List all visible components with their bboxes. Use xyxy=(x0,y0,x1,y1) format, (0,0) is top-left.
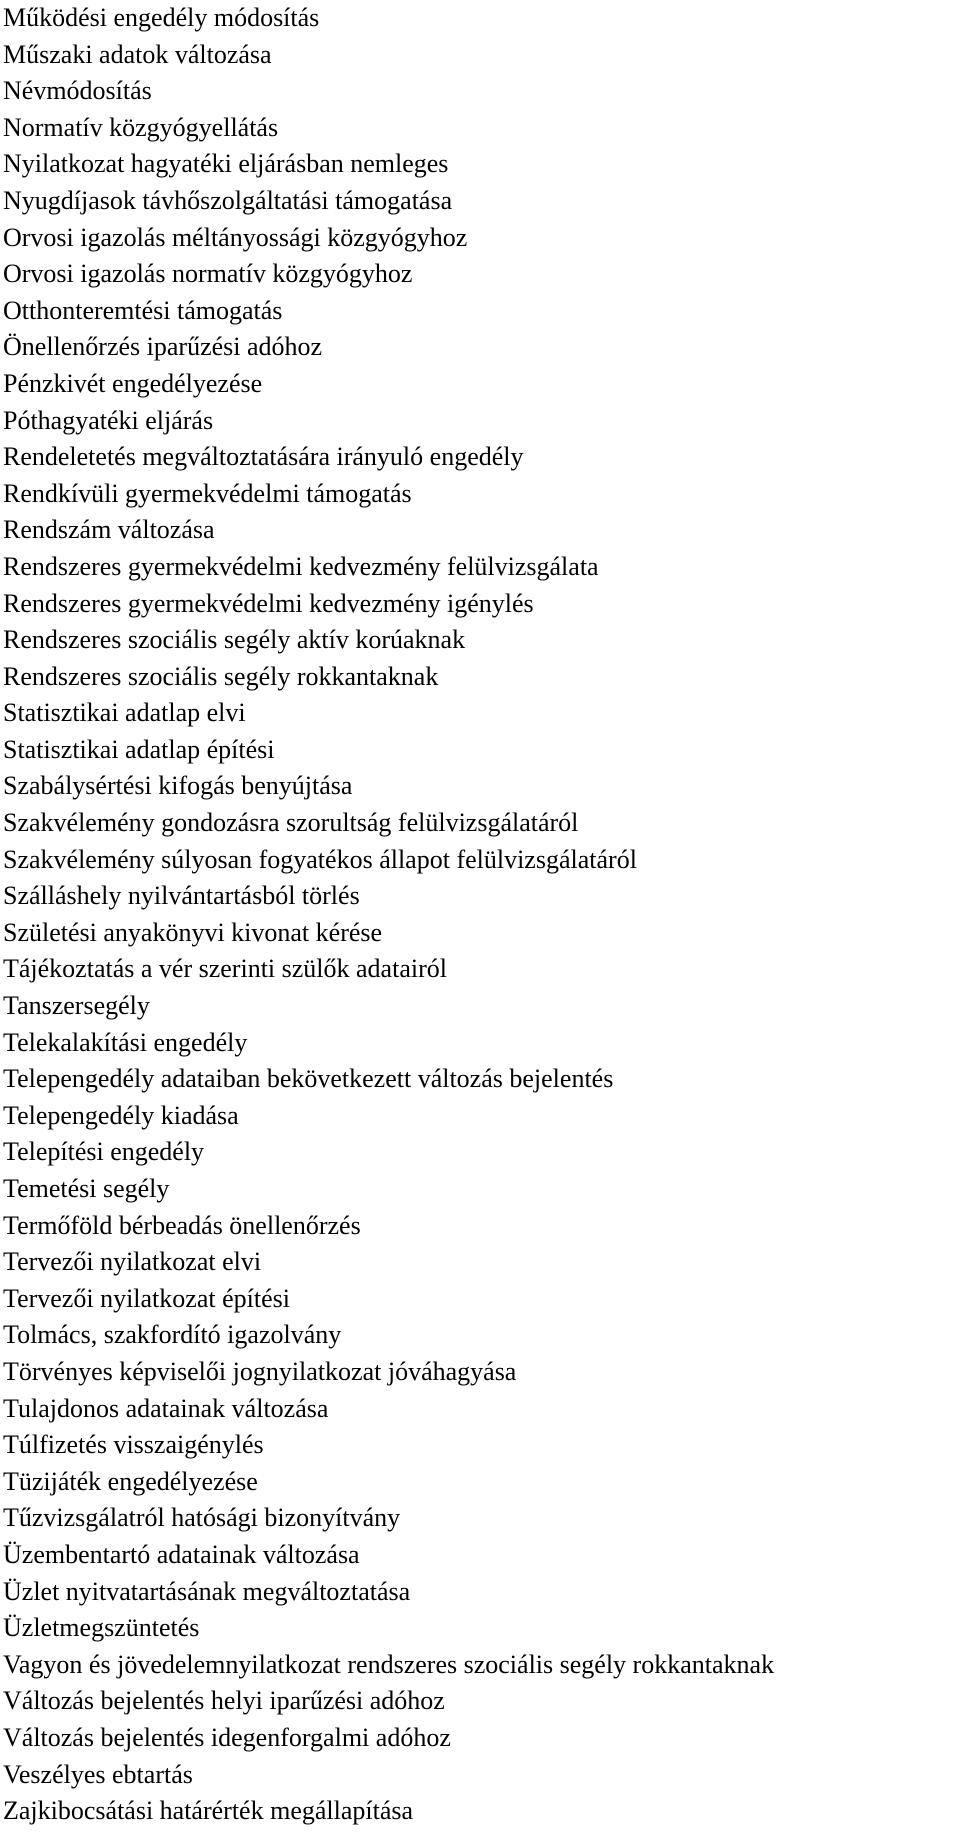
list-item: Szakvélemény súlyosan fogyatékos állapot felülvizsgálatáról xyxy=(3,844,637,874)
list-item: Üzletmegszüntetés xyxy=(3,1613,200,1643)
list-item: Rendszeres gyermekvédelmi kedvezmény felülvizsgálata xyxy=(3,551,599,581)
list-item: Vagyon és jövedelemnyilatkozat rendszeres szociális segély rokkantaknak xyxy=(3,1649,775,1679)
list-item: Tanszersegély xyxy=(3,991,150,1021)
list-item: Tájékoztatás a vér szerinti szülők adatairól xyxy=(3,954,447,984)
list-item: Rendszám változása xyxy=(3,515,215,545)
list-item: Temetési segély xyxy=(3,1174,170,1203)
list-item: Túlfizetés visszaigénylés xyxy=(3,1430,264,1460)
list-item: Műszaki adatok változása xyxy=(3,39,272,69)
list-item: Telepítési engedély xyxy=(3,1137,205,1167)
list-item: Rendszeres szociális segély rokkantaknak xyxy=(3,661,439,691)
list-item: Termőföld bérbeadás önellenőrzés xyxy=(3,1210,361,1240)
list-item: Statisztikai adatlap elvi xyxy=(3,698,246,728)
list-item: Orvosi igazolás normatív közgyógyhoz xyxy=(3,259,413,289)
list-item: Telekalakítási engedély xyxy=(3,1027,248,1057)
list-item: Törvényes képviselői jognyilatkozat jóváhagyása xyxy=(3,1356,517,1386)
list-item: Tüzijáték engedélyezése xyxy=(3,1466,258,1496)
list-item: Rendszeres szociális segély aktív korúaknak xyxy=(3,625,466,655)
list-item: Szálláshely nyilvántartásból törlés xyxy=(3,881,360,911)
list-item: Születési anyakönyvi kivonat kérése xyxy=(3,917,383,947)
list-item: Veszélyes ebtartás xyxy=(3,1759,193,1789)
list-item: Orvosi igazolás méltányossági közgyógyhoz xyxy=(3,222,468,252)
list-item: Tulajdonos adatainak változása xyxy=(3,1393,329,1423)
list-item: Önellenőrzés iparűzési adóhoz xyxy=(3,332,323,362)
list-item: Pénzkivét engedélyezése xyxy=(3,368,263,398)
list-item: Tervezői nyilatkozat elvi xyxy=(3,1247,262,1277)
list-item: Működési engedély módosítás xyxy=(3,3,320,32)
list-item: Rendeletetés megváltoztatására irányuló engedély xyxy=(3,442,524,472)
list-item: Zajkibocsátási határérték megállapítása xyxy=(3,1796,414,1826)
list-item: Telepengedély kiadása xyxy=(3,1100,239,1130)
list-item: Tervezői nyilatkozat építési xyxy=(3,1283,290,1313)
list-item: Üzembentartó adatainak változása xyxy=(3,1539,360,1569)
list-item: Tolmács, szakfordító igazolvány xyxy=(3,1320,342,1350)
list-item: Otthonteremtési támogatás xyxy=(3,295,283,325)
list-item: Rendszeres gyermekvédelmi kedvezmény igénylés xyxy=(3,588,534,618)
list-item: Statisztikai adatlap építési xyxy=(3,734,275,764)
list-item: Normatív közgyógyellátás xyxy=(3,112,279,142)
list-item: Póthagyatéki eljárás xyxy=(3,405,214,435)
list-item: Szabálysértési kifogás benyújtása xyxy=(3,771,353,801)
list-item: Rendkívüli gyermekvédelmi támogatás xyxy=(3,478,412,508)
list-item: Nyilatkozat hagyatéki eljárásban nemleges xyxy=(3,149,449,179)
list-item: Névmódosítás xyxy=(3,76,152,106)
list-item: Változás bejelentés idegenforgalmi adóhoz xyxy=(3,1722,451,1752)
list-item: Nyugdíjasok távhőszolgáltatási támogatása xyxy=(3,185,453,215)
list-item: Telepengedély adataiban bekövetkezett változás bejelentés xyxy=(3,1064,614,1094)
document-list xyxy=(3,0,953,1830)
list-item: Üzlet nyitvatartásának megváltoztatása xyxy=(3,1576,411,1606)
list-item: Szakvélemény gondozásra szorultság felülvizsgálatáról xyxy=(3,808,579,838)
list-item: Változás bejelentés helyi iparűzési adóhoz xyxy=(3,1686,445,1716)
list-item: Tűzvizsgálatról hatósági bizonyítvány xyxy=(3,1503,401,1533)
